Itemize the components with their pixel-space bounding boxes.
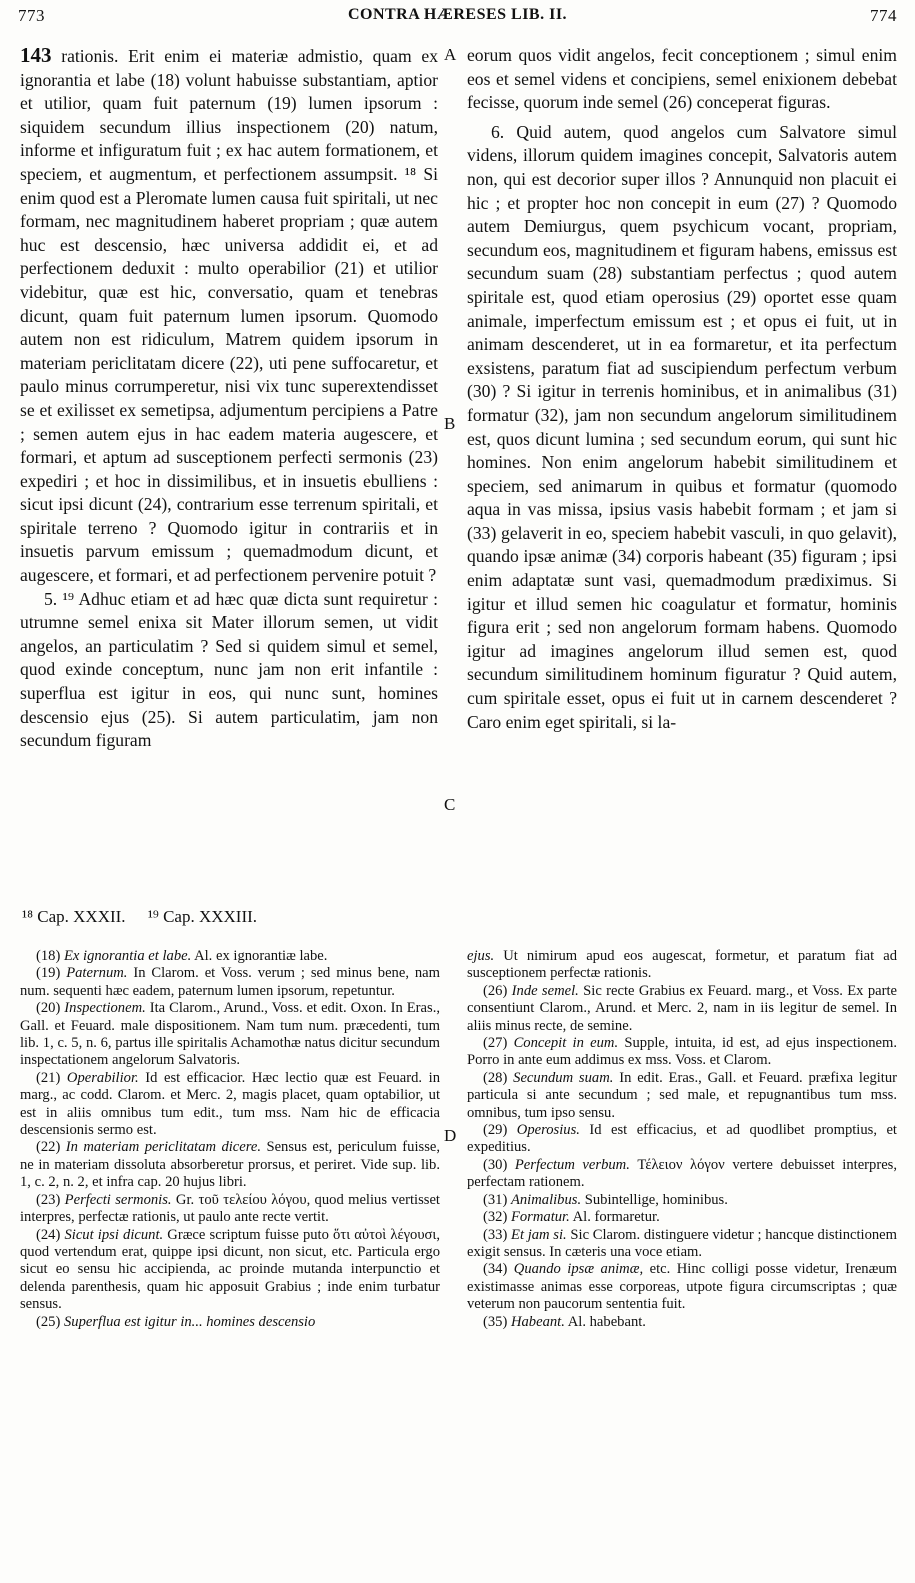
editorial-note: [467, 1157, 897, 1192]
paragraph-text: rationis. Erit enim ei materiæ admistio, quam ex ignorantia et labe (18) volunt habuisse substantiam, aptior et utilior, quam fuit paternum (19) lumen ipsorum : siquidem secundum illius inspectionem (20) natum, informe et infiguratum fuit ; ex hac autem formationem, et speciem, et augmentum, et perfectionem assumpsit. ¹⁸ Si enim quod est a Pleromate lumen causa fuit spiritali, ut nec formam, nec magnitudinem haberet propriam ; quæ autem huc est descensio, hæc universa addidit ei, et ad perfectionem deduxit : multo operabilior (21) et utilior videbitur, quæ est hic, conversatio, quam et tenebras dicunt, quam fuit paternum lumen ipsorum. Quomodo autem non est ridiculum, Matrem quidem ipsorum in materiam periclitatam dicere (22), uti pene suffocaretur, et paulo minus corrumperetur, nisi vix tunc superextendisset se et exilisset ex semetipsa, adjumentum percipiens a Patre ; semen autem ejus in hac eadem materia augescere, et formari, et aptum ad susceptionem perfecti sermonis (23) expediri ; et hoc in dissimilibus, et in insuetis ebulliens : sicut ipsi dicunt (24), contrarium esse terrenum spiritali, et spiritale terreno ? Quomodo igitur in contrariis et in insuetis parvum emissum ; quemadmodum dicunt, et augescere, et formari, et ad perfectionem pervenire potuit ?: [20, 46, 438, 586]
note-text: Τέλειον λόγον vertere debuisset interpres, perfectam rationem.: [467, 1156, 898, 1191]
editorial-note: [467, 1209, 897, 1226]
paragraph: 6. Quid autem, quod angelos cum Salvatore simul videns, illorum quidem imagines concepit, Salvatoris autem non, qui est decorior super illos ? Annunquid non placuit ei hic ; et propter hoc non concepit in eum (27) ? Quomodo autem Demiurgus, quem psychicum vocant, propriam, secundum eos, magnitudinem et figuram habens, emissus est secundum suam (28) substantiam perfectus ; quod autem spiritale est, quod etiam operosius (29) oportet esse quam animale, imperfectum emissum est ; et opus ei fuit, ut in animam descenderet, ut in ea formaretur, et ita perfectum exsistens, paratum fiat ad suscipiendum perfectum verbum (30) ? Si igitur in terrenis hominibus, et in animalibus (31) formatur (32), jam non secundum angelorum similitudinem est, quos dicunt lumina ; sed secundum eorum, qui sunt hic homines. Non enim angelorum habebit similitudinem et speciem, sed animarum in quibus et formatur (quomodo aqua in vas missa, ipsius vasis habebit formam ; et jam si (33) gelaverit in eo, speciem habebit vasculi, in quo gelavit), quando ipsæ animæ (34) corporis habeant (35) figuram ; ipsi enim adaptatæ sunt vasi, quemadmodum prædiximus. Si igitur et illud semen hic coagulatur et formatur, hominis figura erit ; sed non angelorum formam habens. Quomodo igitur ad imagines angelorum illud semen est, quod secundum similitudinem hominum figuratur ? Quid autem, cum spiritale esset, opus ei fuit ut in carnem descenderet ? Caro enim eget spiritali, si la-: [467, 121, 897, 732]
note-number: (31): [483, 1191, 511, 1208]
note-text: Sic Clarom. distinguere videtur ; hancque distinctionem exigit sensus. In cæteris una voce etiam.: [467, 1226, 897, 1260]
note-lemma: Secundum suam.: [513, 1069, 614, 1086]
note-number: (28): [483, 1069, 514, 1086]
note-lemma: Superflua est igitur in... homines descensio: [63, 1313, 316, 1330]
note-number: (23): [36, 1191, 65, 1208]
note-lemma: Inspectionem.: [64, 1000, 146, 1017]
note-lemma: Habeant.: [510, 1313, 565, 1330]
note-number: (32): [483, 1209, 511, 1226]
running-title: CONTRA HÆRESES LIB. II.: [347, 6, 568, 23]
note-text: Subintellige, hominibus.: [581, 1191, 728, 1208]
notes-left-column: [20, 948, 440, 1331]
note-text: Id est efficacior. Hæc lectio quæ est Feuard. in marg., ac codd. Clarom. et Merc. 2, magis placet, quam optabilior, ut est in aliis omnibus tum edit., tum mss. Nam hic de efficacia descensionis sermo est.: [20, 1069, 440, 1139]
note-number: (19): [36, 965, 67, 982]
note-lemma: Inde semel.: [511, 982, 579, 999]
notes-right-column: [467, 948, 897, 1331]
note-text: Al. habebant.: [564, 1313, 646, 1330]
paragraph: [20, 44, 438, 588]
note-text: Ut nimirum apud eos augescat, formetur, et paratum fiat ad susceptionem perfectæ rationis.: [467, 948, 897, 982]
note-lemma: Perfectum verbum.: [514, 1156, 630, 1173]
margin-letter-c: C: [444, 795, 456, 814]
editorial-note: [467, 1035, 897, 1070]
note-text: Sensus est, periculum fuisse, ne in materiam dissoluta absorberetur prorsus, et periret. Vide sup. lib. 1, c. 2, n. 2, et infra cap. 20 hujus libri.: [20, 1139, 440, 1191]
note-number: (24): [36, 1226, 65, 1243]
editorial-note: [20, 1192, 440, 1227]
note-number: (35): [483, 1313, 511, 1330]
page-number-left: 773: [18, 6, 45, 25]
note-text: Ita Clarom., Arund., Voss. et edit. Oxon. In Eras., Gall. et Feuard. male dispositionem. Nam tum num. præcedenti, tum lib. 1, c. 5, n. 6, partus ille spiritalis Achamothæ natus dicitur secundum inspectationem angelorum Salvatoris.: [20, 1000, 440, 1069]
paragraph: eorum quos vidit angelos, fecit conceptionem ; simul enim eos et semel videns et concipiens, semel enixionem debebat fecisse, quorum inde semel (26) conceperat figuras.: [467, 45, 897, 113]
note-text: In Clarom. et Voss. verum ; sed minus bene, nam num. sequenti hæc eadem, paternum lumen ipsorum, repetuntur.: [20, 965, 440, 999]
note-lemma: Quando ipsæ animæ,: [513, 1261, 644, 1278]
page-number-right: 774: [870, 6, 897, 25]
note-number: (29): [483, 1122, 517, 1139]
note-number: (20): [36, 1000, 65, 1017]
editorial-note: [467, 1122, 897, 1157]
footnote-ref: ¹⁸ Cap. XXXII.: [22, 907, 126, 926]
footnote-references: [22, 907, 275, 927]
footnote-ref: ¹⁹ Cap. XXXIII.: [147, 907, 258, 926]
editorial-note: [467, 983, 897, 1035]
note-lemma: Paternum.: [66, 965, 128, 982]
note-number: (18): [36, 948, 64, 964]
paragraph: 5. ¹⁹ Adhuc etiam et ad hæc quæ dicta sunt requiretur : utrumne semel enixa sit Mater illorum semen, ut vidit angelos, an particulatim ? Sed si quidem simul et semel, quod exinde conceptum, nunc jam non erit infantile : superflua est igitur in eos, qui nunc sunt, homines descensio ejus (25). Si autem particulatim, jam non secundum figuram: [20, 588, 438, 751]
editorial-note: [467, 948, 897, 983]
note-lemma: Et jam si.: [511, 1226, 567, 1243]
editorial-note: [20, 948, 440, 965]
main-text-left-column: [20, 44, 438, 753]
editorial-note: [467, 1227, 897, 1262]
margin-letter-a: A: [444, 45, 457, 64]
note-lemma: Concepit in eum.: [513, 1035, 619, 1052]
column-number: 143: [20, 43, 52, 67]
note-text: Græce scriptum fuisse puto ὅτι αὐτοὶ λέγουσι, quod vertendum erat, quippe ipsi dicunt, non sicut, etc. Particula ergo sicut eo sensu hic accipienda, ac proinde mutanda interpunctio et delenda parenthesis, quam hic apposuit Grabius ; inde enim turbatur sensus.: [20, 1226, 440, 1313]
editorial-note: [467, 1192, 897, 1209]
note-text: In edit. Eras., Gall. et Feuard. præfixa legitur particula si ante secundum ; sed male, et repugnantibus tum mss. omnibus, tum ipso sensu.: [467, 1069, 898, 1121]
note-number: (26): [483, 982, 512, 999]
note-lemma: Operosius.: [516, 1122, 580, 1139]
note-text: Id est efficacius, et ad quodlibet promptius, et expeditius.: [467, 1122, 897, 1156]
note-text: etc. Hinc colligi posse videtur, Irenæum existimasse animas esse corporeas, utpote figura circumscriptas ; quæ veterum non paucorum sententia fuit.: [467, 1261, 897, 1313]
note-lemma: In materiam periclitatam dicere.: [65, 1139, 262, 1156]
note-number: (21): [36, 1069, 67, 1086]
note-text: Al. formaretur.: [569, 1209, 660, 1226]
note-lemma: Sicut ipsi dicunt.: [64, 1226, 164, 1243]
note-lemma: Formatur.: [510, 1209, 570, 1226]
editorial-note: [467, 1261, 897, 1313]
note-lemma: Operabilior.: [66, 1069, 139, 1086]
note-text: Supple, intuita, id est, ad ejus inspectionem. Porro in ante eum addimus ex mss. Voss. et Clarom.: [467, 1035, 897, 1069]
editorial-note: [20, 1139, 440, 1191]
margin-letter-b: B: [444, 414, 456, 433]
note-lemma: Animalibus.: [510, 1191, 582, 1208]
note-lemma: Ex ignorantia et labe.: [63, 948, 192, 964]
note-number: (30): [483, 1156, 515, 1173]
margin-letter-d: D: [444, 1126, 457, 1145]
note-text: Al. ex ignorantiæ labe.: [191, 948, 328, 964]
note-lemma: Perfecti sermonis.: [64, 1191, 172, 1208]
note-number: (33): [483, 1226, 512, 1243]
note-number: (27): [483, 1035, 514, 1052]
note-text: Gr. τοῦ τελείου λόγου, quod melius vertisset interpres, perfectæ rationis, ut paulo ante recte vertit.: [20, 1191, 440, 1226]
main-text-right-column: [467, 44, 897, 734]
editorial-note: [467, 1070, 897, 1122]
note-number: (22): [36, 1139, 66, 1156]
note-number: (25): [36, 1313, 64, 1330]
note-text: Sic recte Grabius ex Feuard. marg., et Voss. Ex parte consentiunt Clarom., Arund. et Merc. 2, nam in iis legitur de semel. In aliis minus recte, de semine.: [467, 982, 897, 1034]
editorial-note: [20, 1070, 440, 1140]
editorial-note: [20, 1000, 440, 1070]
running-header: [14, 6, 901, 32]
editorial-note: [467, 1314, 897, 1331]
note-number: (34): [483, 1261, 514, 1278]
note-lemma: ejus.: [467, 948, 495, 964]
editorial-note: [20, 1227, 440, 1314]
editorial-note: [20, 1314, 440, 1331]
editorial-note: [20, 965, 440, 1000]
